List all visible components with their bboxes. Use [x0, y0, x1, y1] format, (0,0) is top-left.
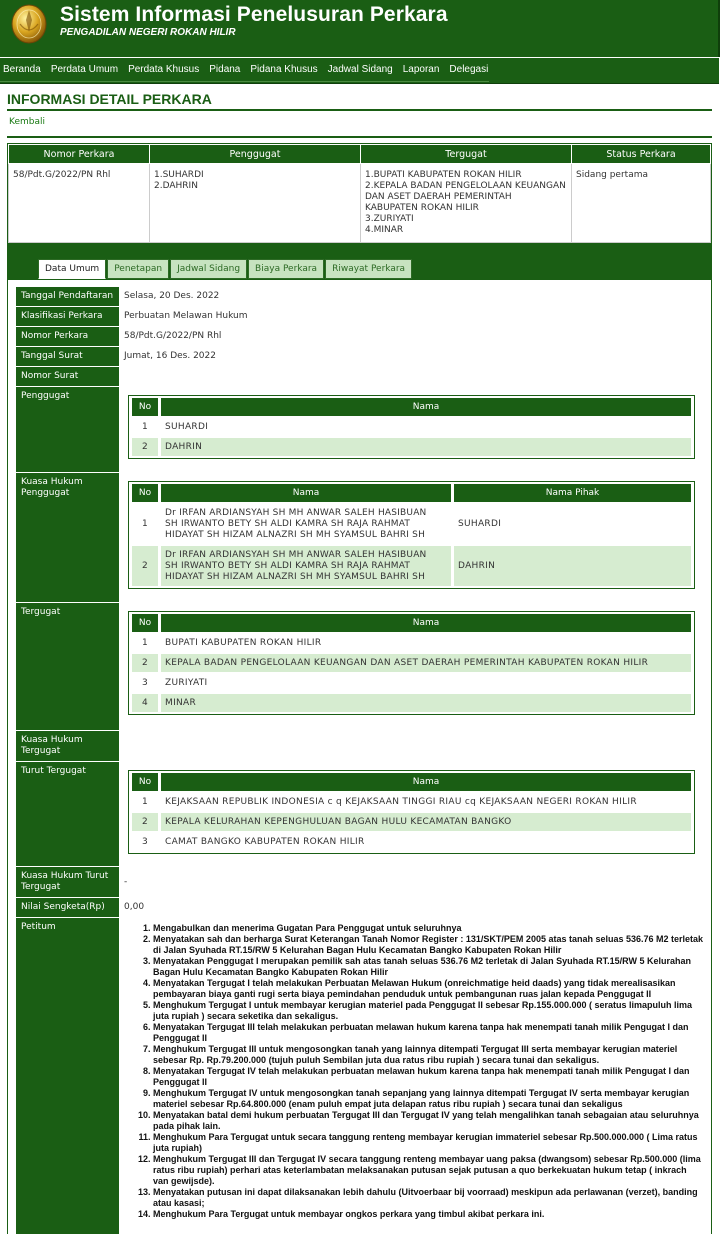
row-no: 2: [132, 438, 158, 456]
detail-tabs: [7, 244, 712, 1234]
tergugat-table: [128, 611, 695, 715]
summary-penggugat: [150, 164, 361, 243]
row-no: 3: [141, 837, 149, 847]
col-no: No: [132, 484, 158, 502]
tergugat-item: 4.MINAR: [365, 225, 404, 235]
kuasa-line: HIDAYAT SH HIZAM ALNAZRI SH MH SYAMSUL BAHRI SH: [165, 571, 426, 582]
petitum-item: 10. Menyatakan batal demi hukum perbuatan Tergugat III dan Tergugat IV yang telah mengalihkan tanah sebagaian atau seluruhnya pada pihak lain.: [153, 1110, 704, 1132]
col-penggugat: Penggugat: [150, 145, 361, 164]
petitum-item: 9. Menghukum Tergugat IV untuk mengosongkan tanah sepanjang yang lainnya ditempati Tergugat IV serta membayar kerugian materiel sebesar Rp.64.800.000 (enam puluh empat juta delapan ratus ribu rupiah ) secara tunai dan sekaligus: [153, 1088, 704, 1110]
label-petitum: Petitum: [16, 918, 119, 1234]
petitum-item: 11. Menghukum Para Tergugat untuk secara tanggung renteng membayar kerugian immateriel sebesar Rp.500.000.000 ( Lima ratus juta rupiah): [153, 1132, 704, 1154]
row-no: 2: [132, 813, 158, 831]
penggugat-item: 1.SUHARDI: [154, 170, 204, 180]
summary-tergugat: [361, 164, 572, 243]
label-nilai-sengketa: Nilai Sengketa(Rp): [16, 898, 119, 918]
value-nomor-perkara: 58/Pdt.G/2022/PN Rhl: [124, 331, 222, 341]
value-tanggal-surat: Jumat, 16 Des. 2022: [124, 351, 216, 361]
label-kuasa-turut-tergugat: Kuasa Hukum Turut Tergugat: [16, 867, 119, 898]
label-nomor-surat: Nomor Surat: [16, 367, 119, 387]
label-nomor-perkara: Nomor Perkara: [16, 327, 119, 347]
col-no: No: [132, 614, 158, 632]
petitum-item: 12. Menghukum Tergugat III dan Tergugat IV secara tanggung renteng membayar uang paksa (dwangsom) sebesar Rp.500.000 (lima ratus ribu rupiah) perhari atas keterlambatan melaksanakan putusan sejak putusan a quo berkekuatan hukum tetap ( inkrach van gewijsde).: [153, 1154, 704, 1187]
kuasa-penggugat-table: [128, 481, 695, 589]
tab-penetapan[interactable]: Penetapan: [107, 259, 169, 279]
row-nama: BUPATI KABUPATEN ROKAN HILIR: [165, 638, 322, 648]
value-tanggal-pendaftaran: Selasa, 20 Des. 2022: [124, 291, 220, 301]
row-no: 1: [141, 797, 149, 807]
nav-delegasi[interactable]: Delegasi: [449, 64, 489, 75]
nav-pidana-khusus[interactable]: Pidana Khusus: [250, 64, 318, 75]
petitum-item: 7. Menghukum Tergugat III untuk mengosongkan tanah yang lainnya ditempati Tergugat III serta membayar kerugian materiel sebesar Rp. Rp.79.200.000 (tujuh puluh Sembilan juta dua ratus ribu rupiah ) secara tunai dan sekaligus.: [153, 1044, 704, 1066]
court-emblem-icon: [11, 2, 47, 44]
row-pihak: SUHARDI: [458, 519, 502, 529]
main-nav: [0, 58, 719, 84]
col-nomor-perkara: Nomor Perkara: [9, 145, 150, 164]
tergugat-item: 1.BUPATI KABUPATEN ROKAN HILIR: [365, 170, 522, 180]
kuasa-line: Dr IRFAN ARDIANSYAH SH MH ANWAR SALEH HASIBUAN: [165, 507, 427, 518]
row-nama: MINAR: [161, 694, 691, 712]
petitum-item: 8. Menyatakan Tergugat IV telah melakukan perbuatan melawan hukum karena tanpa hak menempati tanah milik Pengugat I dan Penggugat II: [153, 1066, 704, 1088]
label-klasifikasi: Klasifikasi Perkara: [16, 307, 119, 327]
row-no: 1: [141, 638, 149, 648]
tab-biaya-perkara[interactable]: Biaya Perkara: [248, 259, 324, 279]
nav-perdata-khusus[interactable]: Perdata Khusus: [128, 64, 200, 75]
col-no: No: [132, 773, 158, 791]
col-tergugat: Tergugat: [361, 145, 572, 164]
row-no: 1: [141, 519, 149, 529]
kuasa-line: HIDAYAT SH HIZAM ALNAZRI SH MH SYAMSUL BAHRI SH: [165, 529, 426, 540]
row-no: 1: [141, 422, 149, 432]
row-no: 2: [132, 654, 158, 672]
tab-data-umum[interactable]: Data Umum: [38, 259, 106, 279]
petitum-item: 2. Menyatakan sah dan berharga Surat Keterangan Tanah Nomor Register : 131/SKT/PEM 2005 atas tanah seluas 536.76 M2 terletak di Jalan Syuhada RT.15/RW 5 Kelurahan Bagan Hulu Kecamatan Bangko Kabupaten Rokan Hilir: [153, 934, 704, 956]
site-title: Sistem Informasi Penelusuran Perkara: [60, 3, 448, 26]
nav-beranda[interactable]: Beranda: [3, 64, 41, 75]
label-turut-tergugat: Turut Tergugat: [16, 762, 119, 867]
divider: [7, 136, 712, 138]
col-no: No: [132, 398, 158, 416]
petitum-item: 3. Menyatakan Penggugat I merupakan pemilik sah atas tanah seluas 536.76 M2 terletak di Jalan Syuhada RT.15/RW 5 Kelurahan Bagan Hulu Kecamatan Bangko Kabupaten Rokan Hilir: [153, 956, 704, 978]
row-no: 2: [132, 546, 158, 586]
row-nama: [161, 546, 451, 586]
label-kuasa-tergugat: Kuasa Hukum Tergugat: [16, 731, 119, 762]
row-pihak: DAHRIN: [454, 546, 691, 586]
row-nama: SUHARDI: [165, 422, 209, 432]
site-header: [0, 0, 720, 57]
petitum-item: 5. Menghukum Tergugat I untuk membayar kerugian materiel pada Penggugat II sebesar Rp.155.000.000 ( seratus limapuluh lima juta rupiah ) secara seketika dan sekaligus.: [153, 1000, 704, 1022]
page-title: INFORMASI DETAIL PERKARA: [7, 91, 212, 107]
value-kuasa-turut-tergugat: -: [124, 877, 128, 887]
label-tergugat: Tergugat: [16, 603, 119, 731]
kuasa-line: SH IRWANTO BETY SH ALDI KAMRA SH RAJA RAHMAT: [165, 518, 411, 529]
row-nama: CAMAT BANGKO KABUPATEN ROKAN HILIR: [165, 837, 365, 847]
col-nama: Nama: [161, 773, 691, 791]
case-summary-table: [7, 143, 712, 244]
value-nilai-sengketa: 0,00: [124, 902, 145, 912]
divider: [7, 109, 712, 111]
kuasa-line: Dr IRFAN ARDIANSYAH SH MH ANWAR SALEH HASIBUAN: [165, 549, 427, 560]
summary-status: Sidang pertama: [572, 164, 711, 243]
row-nama: [161, 504, 451, 544]
penggugat-table: [128, 395, 695, 459]
petitum-item: 1. Mengabulkan dan menerima Gugatan Para Penggugat untuk seluruhnya: [153, 923, 704, 934]
petitum-item: 6. Menyatakan Tergugat III telah melakukan perbuatan melawan hukum karena tanpa hak menempati tanah milik Pengugat I dan Penggugat II: [153, 1022, 704, 1044]
tab-jadwal-sidang[interactable]: Jadwal Sidang: [170, 259, 247, 279]
tab-panel-data-umum: [8, 280, 711, 1234]
col-nama: Nama: [161, 398, 691, 416]
col-nama: Nama: [161, 484, 451, 502]
tab-riwayat-perkara[interactable]: Riwayat Perkara: [325, 259, 412, 279]
row-nama: KEPALA KELURAHAN KEPENGHULUAN BAGAN HULU KECAMATAN BANGKO: [161, 813, 691, 831]
kuasa-line: SH IRWANTO BETY SH ALDI KAMRA SH RAJA RAHMAT: [165, 560, 411, 571]
row-no: 4: [132, 694, 158, 712]
petitum-item: 13. Menyatakan putusan ini dapat dilaksanakan lebih dahulu (Uitvoerbaar bij voorraad) meskipun ada perlawanan (verzet), banding atau kasasi;: [153, 1187, 704, 1209]
nav-perdata-umum[interactable]: Perdata Umum: [50, 64, 119, 75]
nav-jadwal-sidang[interactable]: Jadwal Sidang: [327, 64, 393, 75]
back-link[interactable]: Kembali: [9, 117, 45, 127]
summary-nomor: 58/Pdt.G/2022/PN Rhl: [9, 164, 150, 243]
col-status-perkara: Status Perkara: [572, 145, 711, 164]
row-nama: KEJAKSAAN REPUBLIK INDONESIA c q KEJAKSAAN TINGGI RIAU cq KEJAKSAAN NEGERI ROKAN HILIR: [165, 797, 637, 807]
row-nama: KEPALA BADAN PENGELOLAAN KEUANGAN DAN ASET DAERAH PEMERINTAH KABUPATEN ROKAN HILIR: [161, 654, 691, 672]
petitum-item: 14. Menghukum Para Tergugat untuk membayar ongkos perkara yang timbul akibat perkara ini.: [153, 1209, 704, 1220]
tergugat-item: 3.ZURIYATI: [365, 214, 414, 224]
nav-pidana[interactable]: Pidana: [209, 64, 241, 75]
label-kuasa-penggugat: Kuasa Hukum Penggugat: [16, 473, 119, 603]
tergugat-item: 2.KEPALA BADAN PENGELOLAAN KEUANGAN DAN ASET DAERAH PEMERINTAH KABUPATEN ROKAN HILIR: [365, 181, 566, 213]
site-subtitle: PENGADILAN NEGERI ROKAN HILIR: [60, 27, 236, 38]
nav-laporan[interactable]: Laporan: [402, 64, 440, 75]
label-tanggal-pendaftaran: Tanggal Pendaftaran: [16, 287, 119, 307]
turut-tergugat-table: [128, 770, 695, 854]
petitum-list: [144, 923, 704, 1220]
petitum-item: 4. Menyatakan Tergugat I telah melakukan Perbuatan Melawan Hukum (onreichmatige heid daads) yang tidak merealisasikan pembayaran biaya ganti rugi serta biaya pemindahan penduduk untuk pembangunan ruas jalan kepada Penggugat II: [153, 978, 704, 1000]
penggugat-item: 2.DAHRIN: [154, 181, 198, 191]
label-penggugat: Penggugat: [16, 387, 119, 473]
value-klasifikasi: Perbuatan Melawan Hukum: [124, 311, 248, 321]
row-nama: ZURIYATI: [165, 678, 208, 688]
row-no: 3: [141, 678, 149, 688]
col-nama: Nama: [161, 614, 691, 632]
row-nama: DAHRIN: [161, 438, 691, 456]
label-tanggal-surat: Tanggal Surat: [16, 347, 119, 367]
col-nama-pihak: Nama Pihak: [454, 484, 691, 502]
